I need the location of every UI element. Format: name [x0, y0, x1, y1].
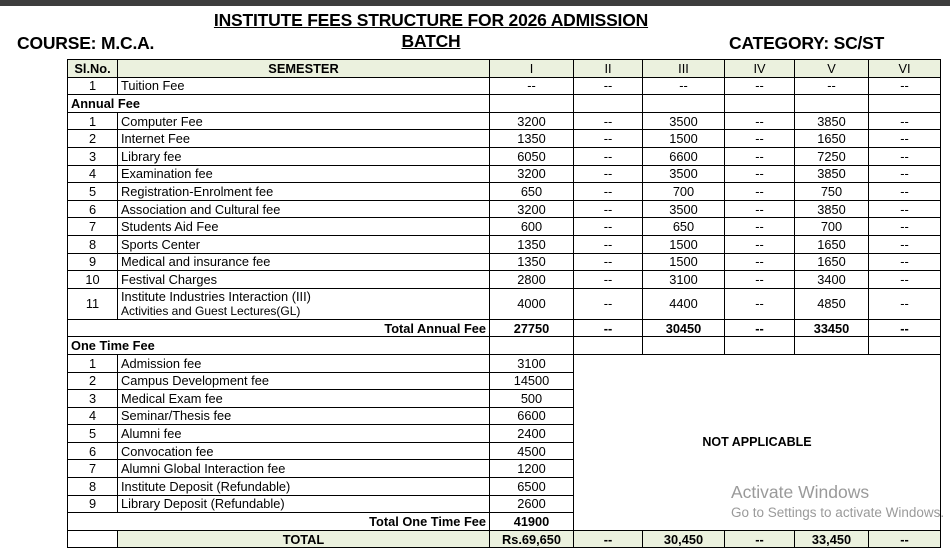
total-one-time-label: Total One Time Fee [68, 513, 490, 531]
fee-value: -- [725, 235, 795, 253]
fee-value: -- [574, 271, 643, 289]
grand-total-value: -- [869, 530, 941, 548]
fee-name: Students Aid Fee [118, 218, 490, 236]
fee-value: -- [869, 288, 941, 319]
row-number: 1 [68, 112, 118, 130]
fee-value: 3100 [490, 354, 574, 372]
fee-value: -- [574, 200, 643, 218]
grand-total-value: 33,450 [795, 530, 869, 548]
fee-value: 3850 [795, 200, 869, 218]
fee-value: 1350 [490, 130, 574, 148]
fee-value: 650 [643, 218, 725, 236]
fee-value: -- [574, 147, 643, 165]
fee-name: Examination fee [118, 165, 490, 183]
fee-value: -- [643, 77, 725, 95]
fee-value: -- [725, 200, 795, 218]
fee-value: -- [725, 271, 795, 289]
fee-value: 7250 [795, 147, 869, 165]
fee-name [118, 288, 490, 319]
fee-value: 650 [490, 183, 574, 201]
fee-value: -- [869, 200, 941, 218]
row-number: 4 [68, 407, 118, 425]
annual-fee-row [68, 218, 941, 236]
grand-total-value: -- [725, 530, 795, 548]
fee-value: -- [869, 235, 941, 253]
total-annual-value: 30450 [643, 319, 725, 337]
fee-value: -- [725, 77, 795, 95]
fee-value: 750 [795, 183, 869, 201]
fee-value: 3200 [490, 112, 574, 130]
fee-value: -- [869, 130, 941, 148]
fee-value: 3850 [795, 165, 869, 183]
fee-name-line-1: Institute Industries Interaction (III) [121, 288, 311, 304]
annual-fee-row [68, 147, 941, 165]
fee-name: Festival Charges [118, 271, 490, 289]
row-number: 7 [68, 218, 118, 236]
fee-value: 2600 [490, 495, 574, 513]
fee-value: 6600 [643, 147, 725, 165]
row-number: 9 [68, 495, 118, 513]
fee-name: Seminar/Thesis fee [118, 407, 490, 425]
fee-value: 1650 [795, 130, 869, 148]
semester-header: SEMESTER [118, 60, 490, 78]
fee-name: Tuition Fee [118, 77, 490, 95]
fee-value: -- [574, 183, 643, 201]
fee-value: -- [574, 288, 643, 319]
grand-total-row [68, 530, 941, 548]
fee-name: Institute Deposit (Refundable) [118, 478, 490, 496]
semester-2-header: II [574, 60, 643, 78]
semester-3-header: III [643, 60, 725, 78]
fee-value: 4500 [490, 442, 574, 460]
slno-header: Sl.No. [68, 60, 118, 78]
fee-value: 1200 [490, 460, 574, 478]
fee-value: -- [725, 165, 795, 183]
annual-fee-row [68, 271, 941, 289]
semester-5-header: V [795, 60, 869, 78]
fee-value: -- [869, 112, 941, 130]
grand-total-value: -- [574, 530, 643, 548]
category-label: CATEGORY: SC/ST [729, 33, 885, 53]
row-number: 5 [68, 425, 118, 443]
fee-value: 1500 [643, 253, 725, 271]
fee-name: Library Deposit (Refundable) [118, 495, 490, 513]
annual-fee-row [68, 112, 941, 130]
fee-value: -- [725, 147, 795, 165]
grand-total-spacer [68, 530, 118, 548]
fee-value: 2800 [490, 271, 574, 289]
fee-name: Library fee [118, 147, 490, 165]
fee-value: 4400 [643, 288, 725, 319]
fee-name: Medical Exam fee [118, 390, 490, 408]
fee-value: 1650 [795, 253, 869, 271]
fee-value: 3200 [490, 165, 574, 183]
fee-value: -- [725, 130, 795, 148]
fee-value: -- [574, 165, 643, 183]
row-number: 10 [68, 271, 118, 289]
watermark-title: Activate Windows [731, 482, 870, 502]
fee-value: 3500 [643, 112, 725, 130]
row-number: 9 [68, 253, 118, 271]
fee-value: 3100 [643, 271, 725, 289]
fee-value: 3500 [643, 200, 725, 218]
page-title: INSTITUTE FEES STRUCTURE FOR 2026 ADMISSION BATCH [213, 10, 649, 51]
annual-fee-row [68, 130, 941, 148]
fee-name: Admission fee [118, 354, 490, 372]
fee-name: Alumni Global Interaction fee [118, 460, 490, 478]
total-annual-value: -- [725, 319, 795, 337]
fee-structure-table [67, 59, 941, 548]
course-label: COURSE: M.C.A. [17, 33, 155, 53]
one-time-fee-row [68, 354, 941, 372]
fee-value: -- [869, 147, 941, 165]
fee-name: Campus Development fee [118, 372, 490, 390]
fee-value: 3850 [795, 112, 869, 130]
semester-6-header: VI [869, 60, 941, 78]
fee-value: -- [574, 235, 643, 253]
fee-value: 600 [490, 218, 574, 236]
grand-total-value: 30,450 [643, 530, 725, 548]
semester-4-header: IV [725, 60, 795, 78]
tuition-row [68, 77, 941, 95]
row-number: 8 [68, 478, 118, 496]
fee-value: 14500 [490, 372, 574, 390]
fee-value: -- [725, 288, 795, 319]
fee-value: 3500 [643, 165, 725, 183]
total-annual-row [68, 319, 941, 337]
fee-value: 6600 [490, 407, 574, 425]
fee-value: -- [574, 130, 643, 148]
row-number: 2 [68, 130, 118, 148]
annual-fee-row [68, 165, 941, 183]
fee-value: -- [490, 77, 574, 95]
fee-value: 6050 [490, 147, 574, 165]
fee-value: 1500 [643, 130, 725, 148]
fee-name: Computer Fee [118, 112, 490, 130]
fee-value: 1500 [643, 235, 725, 253]
fee-value: 2400 [490, 425, 574, 443]
fee-value: 4850 [795, 288, 869, 319]
row-number: 1 [68, 354, 118, 372]
row-number: 6 [68, 442, 118, 460]
fee-name-line-2: Activities and Guest Lectures(GL) [121, 303, 301, 318]
fee-name: Registration-Enrolment fee [118, 183, 490, 201]
fee-value: 1350 [490, 253, 574, 271]
fee-value: -- [574, 253, 643, 271]
fee-value: -- [574, 218, 643, 236]
annual-section-row [68, 95, 941, 113]
not-applicable-note: NOT APPLICABLE [574, 354, 941, 530]
fee-value: -- [869, 271, 941, 289]
fee-value: -- [869, 253, 941, 271]
total-one-time-value: 41900 [490, 513, 574, 531]
row-number: 7 [68, 460, 118, 478]
fee-value: -- [869, 77, 941, 95]
semester-1-header: I [490, 60, 574, 78]
fee-value: -- [725, 112, 795, 130]
watermark-subtitle: Go to Settings to activate Windows. [731, 505, 945, 520]
row-number: 11 [68, 288, 118, 319]
fee-value: 1350 [490, 235, 574, 253]
one-time-fee-heading: One Time Fee [68, 337, 490, 355]
annual-fee-row [68, 288, 941, 319]
fee-value: 3400 [795, 271, 869, 289]
one-time-section-row [68, 337, 941, 355]
fee-value: -- [795, 77, 869, 95]
fee-value: 500 [490, 390, 574, 408]
header-row [68, 60, 941, 78]
row-number: 3 [68, 147, 118, 165]
fee-name: Convocation fee [118, 442, 490, 460]
grand-total-label: TOTAL [118, 530, 490, 548]
row-number: 1 [68, 77, 118, 95]
fee-value: 6500 [490, 478, 574, 496]
fee-value: -- [725, 253, 795, 271]
fee-value: -- [725, 218, 795, 236]
fee-value: 4000 [490, 288, 574, 319]
fee-value: 700 [643, 183, 725, 201]
total-annual-value: -- [574, 319, 643, 337]
annual-fee-row [68, 183, 941, 201]
row-number: 3 [68, 390, 118, 408]
fee-value: -- [869, 183, 941, 201]
fee-name: Association and Cultural fee [118, 200, 490, 218]
row-number: 4 [68, 165, 118, 183]
fee-value: -- [869, 218, 941, 236]
fee-value: 1650 [795, 235, 869, 253]
annual-fee-heading: Annual Fee [68, 95, 490, 113]
fee-value: -- [725, 183, 795, 201]
annual-fee-row [68, 253, 941, 271]
total-annual-label: Total Annual Fee [68, 319, 490, 337]
fee-name: Sports Center [118, 235, 490, 253]
row-number: 5 [68, 183, 118, 201]
total-annual-value: 27750 [490, 319, 574, 337]
grand-total-value: Rs.69,650 [490, 530, 574, 548]
fee-name: Internet Fee [118, 130, 490, 148]
fee-value: 700 [795, 218, 869, 236]
fee-value: -- [574, 77, 643, 95]
fee-name: Alumni fee [118, 425, 490, 443]
fee-value: -- [574, 112, 643, 130]
total-annual-value: -- [869, 319, 941, 337]
top-border [0, 0, 950, 6]
fee-value: 3200 [490, 200, 574, 218]
annual-fee-row [68, 200, 941, 218]
fee-value: -- [869, 165, 941, 183]
fee-name: Medical and insurance fee [118, 253, 490, 271]
total-annual-value: 33450 [795, 319, 869, 337]
row-number: 6 [68, 200, 118, 218]
annual-fee-row [68, 235, 941, 253]
row-number: 2 [68, 372, 118, 390]
row-number: 8 [68, 235, 118, 253]
